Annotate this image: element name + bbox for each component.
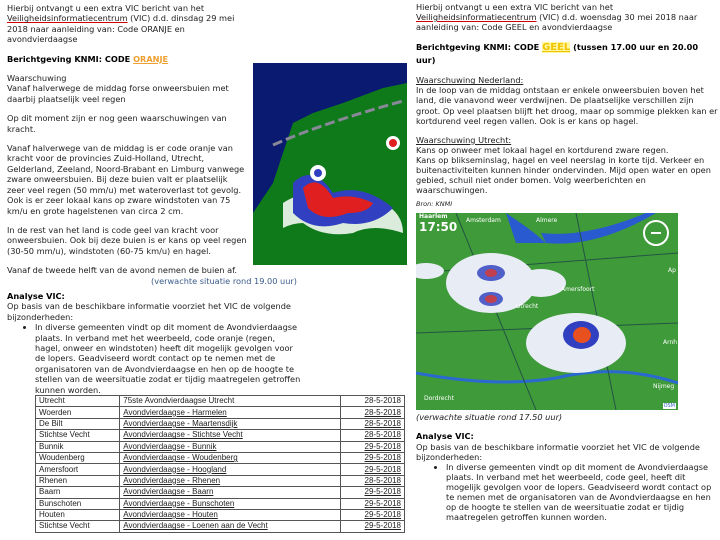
analysis-text: Op basis van de beschikbare informatie voorziet het VIC de volgende bijzonderheden:	[7, 301, 291, 322]
table-row	[36, 487, 405, 498]
municipality-cell: Rhenen	[36, 475, 120, 486]
heading-prefix: Berichtgeving KNMI: CODE	[416, 42, 543, 53]
map-time: 17:50	[419, 220, 458, 235]
map-credit: OSM	[663, 403, 675, 410]
municipality-cell: Amersfoort	[36, 464, 120, 475]
event-cell: Avondvierdaagse - Bunnik	[120, 441, 341, 452]
table-row	[36, 509, 405, 520]
warning-title: Waarschuwing Utrecht:	[416, 134, 512, 145]
municipality-cell: Utrecht	[36, 396, 120, 407]
event-cell: Avondvierdaagse - Maartensdijk	[120, 418, 341, 429]
date-cell: 29-5-2018	[341, 498, 405, 509]
municipality-cell: Stichtse Vecht	[36, 521, 120, 532]
date-cell: 28-5-2018	[341, 407, 405, 418]
vic-name: Veiligheidsinformatiecentrum	[7, 13, 128, 24]
table-row	[36, 452, 405, 463]
vic-name: Veiligheidsinformatiecentrum	[416, 12, 537, 23]
table-row	[36, 430, 405, 441]
source-label: Bron: KNMI	[416, 200, 453, 209]
intro-text: (VIC) d.d. dinsdag 29 mei 2018 naar aanleiding van: Code ORANJE en avondvierdaagse	[7, 13, 235, 45]
intro-text: Hierbij ontvangt u een extra VIC bericht van het	[7, 3, 205, 13]
analysis-title: Analyse VIC:	[416, 431, 474, 442]
paragraph: Vanaf halverwege van de middag is er code oranje van kracht voor de provincies Zuid-Holland, Utrecht, Gelderland, Zeeland, Noord-Brabant en Limburg vanwege zware onweersbuien. Bij deze buien valt er plaatselijk zeer veel regen (50 mm/u) met wateroverlast tot gevolg. Ook is er zeer lokaal kans op zware windstoten van 75 km/u en grote hagelstenen van circa 2 cm.	[7, 143, 245, 216]
municipality-cell: Bunnik	[36, 441, 120, 452]
heading-prefix: Berichtgeving KNMI: CODE	[7, 53, 134, 64]
map-label: Arnh	[663, 339, 678, 347]
heading-suffix: (tussen 17.00 uur en 20.00 uur)	[416, 42, 699, 66]
table-row	[36, 418, 405, 429]
date-cell: 29-5-2018	[341, 487, 405, 498]
left-document	[7, 3, 407, 533]
map-label: Utrecht	[516, 303, 539, 311]
knmi-radar-map	[253, 63, 407, 265]
event-cell: Avondvierdaagse - Woudenberg	[120, 452, 341, 463]
code-oranje: ORANJE	[133, 53, 169, 64]
zoom-out-icon[interactable]	[651, 221, 675, 245]
radar-map-graphic	[416, 213, 678, 410]
map-label: Amsterdam	[466, 217, 501, 225]
map-label: Nijmeg	[653, 383, 675, 391]
map-label: Haarlem	[419, 213, 448, 221]
map-label: Dordrecht	[424, 395, 454, 403]
analysis-bullet: • In diverse gemeenten vindt op dit moment de Avondvierdaagse plaats. In verband met het weerbeeld, code oranje (regen, hagel, onweer en windstoten) heeft dit mogelijk gevolgen voor de lopers. Geadviseerd wordt contact op te nemen met de organisatoren van de Avondvierdaagse en hen op de hoogte te stellen van de weersituatie zodat er tijdig maatregelen getroffen kunnen worden.	[35, 322, 302, 395]
paragraph: Op dit moment zijn er nog geen waarschuwingen van kracht.	[7, 113, 227, 134]
event-cell: Avondvierdaagse - Houten	[120, 509, 341, 520]
event-cell: Avondvierdaagse - Stichtse Vecht	[120, 430, 341, 441]
warning-utrecht	[416, 135, 718, 196]
event-cell: Avondvierdaagse - Rhenen	[120, 475, 341, 486]
date-cell: 28-5-2018	[341, 430, 405, 441]
left-intro	[7, 3, 255, 45]
left-analysis	[7, 291, 302, 395]
table-row	[36, 475, 405, 486]
table-row	[36, 498, 405, 509]
event-cell: Avondvierdaagse - Bunschoten	[120, 498, 341, 509]
date-cell: 29-5-2018	[341, 464, 405, 475]
map-label: Amersfoort	[561, 286, 595, 294]
right-heading	[416, 41, 718, 66]
map-caption: (verwachte situatie rond 19.00 uur)	[151, 275, 297, 286]
analysis-title: Analyse VIC:	[7, 290, 65, 301]
municipality-cell: Bunschoten	[36, 498, 120, 509]
event-cell: 75ste Avondvierdaagse Utrecht	[120, 396, 341, 407]
warning-text: Vanaf halverwege de middag forse onweersbuien met daarbij plaatselijk veel regen	[7, 83, 229, 104]
date-cell: 28-5-2018	[341, 475, 405, 486]
map-caption: (verwachte situatie rond 17.50 uur)	[416, 412, 563, 423]
municipality-cell: Stichtse Vecht	[36, 430, 120, 441]
warning-text: In de loop van de middag ontstaan er enkele onweersbuien boven het land, die vanavond weer verdwijnen. De plaatselijke verschillen zijn groot. Op veel plaatsen blijft het droog, maar op sommige plekken kan er kortdurend veel regen vallen. Ook is er kans op hagel.	[416, 85, 718, 126]
municipality-cell: Baarn	[36, 487, 120, 498]
paragraph: In de rest van het land is code geel van kracht voor onweersbuien. Ook bij deze buien is er kans op veel regen (30-50 mm/u), windstoten (60-75 km/u) en hagel.	[7, 224, 247, 256]
date-cell: 29-5-2018	[341, 521, 405, 532]
warning-text: Kans op onweer met lokaal hagel en kortdurend zware regen.	[416, 144, 669, 155]
analysis-text: Op basis van de beschikbare informatie voorziet het VIC de volgende bijzonderheden:	[416, 441, 700, 462]
intro-text: (VIC) d.d. woensdag 30 mei 2018 naar aanleiding van: Code GEEL en avondvierdaagse	[416, 12, 698, 33]
date-cell: 28-5-2018	[341, 418, 405, 429]
municipality-cell: Woerden	[36, 407, 120, 418]
warning-title: Waarschuwing Nederland:	[416, 75, 524, 86]
table-row	[36, 396, 405, 407]
warning-nederland	[416, 75, 718, 125]
table-row	[36, 464, 405, 475]
event-cell: Avondvierdaagse - Hoogland	[120, 464, 341, 475]
map-label: Ap	[668, 267, 676, 275]
municipality-cell: De Bilt	[36, 418, 120, 429]
right-analysis	[416, 431, 718, 522]
municipality-cell: Woudenberg	[36, 452, 120, 463]
event-cell: Avondvierdaagse - Baarn	[120, 487, 341, 498]
intro-text: Hierbij ontvangt u een extra VIC bericht van het	[416, 2, 614, 12]
right-intro	[416, 2, 718, 32]
radar-map-graphic	[253, 63, 407, 265]
warning-text: Kans op blikseminslag, hagel en veel neerslag in korte tijd. Verkeer en buitenactiviteiten kunnen hinder ondervinden. Mijd open water en open gebied, schuil niet onder bomen. Volg weerberichten en waarschuwingen.	[416, 154, 711, 196]
event-cell: Avondvierdaagse - Harmelen	[120, 407, 341, 418]
paragraph: Vanaf de tweede helft van de avond nemen de buien af.	[7, 265, 237, 276]
date-cell: 29-5-2018	[341, 441, 405, 452]
event-cell: Avondvierdaagse - Loenen aan de Vecht	[120, 521, 341, 532]
warning-title: Waarschuwing	[7, 73, 67, 84]
buienradar-map	[416, 213, 678, 410]
municipality-cell: Houten	[36, 509, 120, 520]
table-row	[36, 407, 405, 418]
avondvierdaagse-table	[35, 395, 405, 533]
map-label: Almere	[536, 217, 558, 225]
right-document	[416, 2, 718, 522]
table-row	[36, 441, 405, 452]
date-cell: 29-5-2018	[341, 509, 405, 520]
code-geel: GEEL	[542, 42, 571, 54]
date-cell: 29-5-2018	[341, 452, 405, 463]
date-cell: 28-5-2018	[341, 396, 405, 407]
analysis-bullet: • In diverse gemeenten vindt op dit moment de Avondvierdaagse plaats. In verband met het weerbeeld, code geel, heeft dit mogelijk gevolgen voor de lopers. Geadviseerd wordt contact op te nemen met de organisatoren van de Avondvierdaagse en hen op de hoogte te stellen van de weersituatie zodat er tijdig maatregelen getroffen kunnen worden.	[446, 462, 718, 523]
table-row	[36, 521, 405, 532]
